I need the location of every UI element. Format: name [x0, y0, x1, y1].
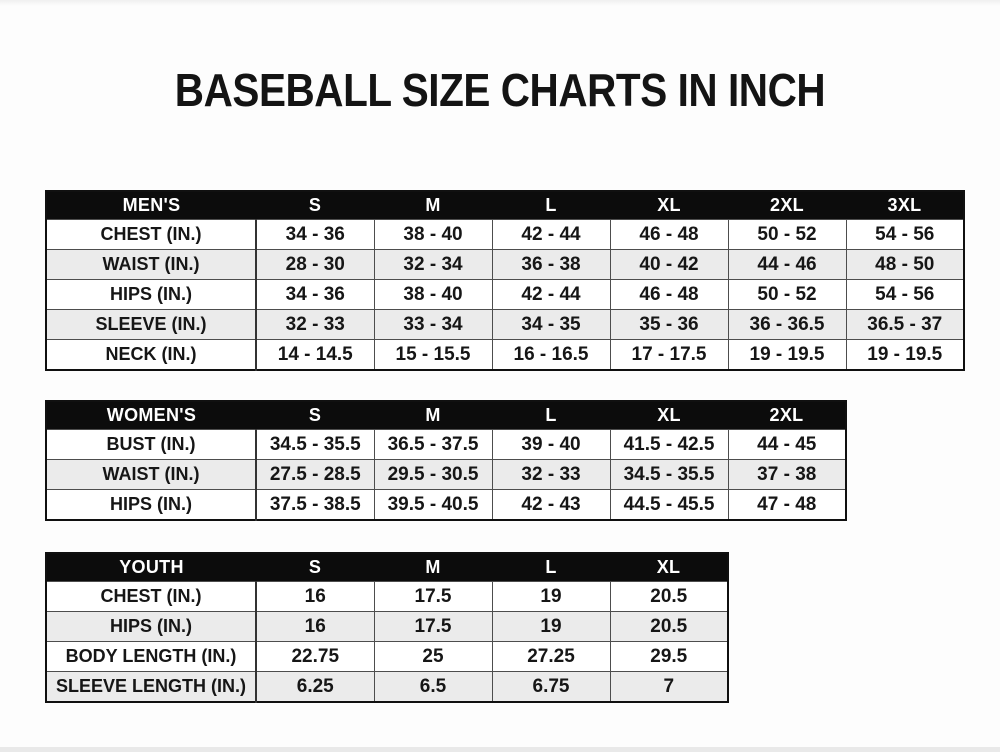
- size-value: 40 - 42: [610, 250, 728, 280]
- size-value: 27.25: [492, 642, 610, 672]
- size-column-header: 3XL: [846, 191, 964, 220]
- size-value: 32 - 33: [256, 310, 374, 340]
- measurement-label: HIPS (IN.): [46, 612, 256, 642]
- bottom-edge-shade: [0, 747, 1000, 752]
- youth-size-table: [45, 552, 729, 703]
- womens-header-row: [46, 401, 846, 430]
- size-value: 14 - 14.5: [256, 340, 374, 371]
- table-row: [46, 340, 964, 371]
- size-value: 36.5 - 37: [846, 310, 964, 340]
- measurement-label: WAIST (IN.): [46, 460, 256, 490]
- size-value: 15 - 15.5: [374, 340, 492, 371]
- size-value: 42 - 44: [492, 280, 610, 310]
- size-value: 38 - 40: [374, 280, 492, 310]
- size-value: 7: [610, 672, 728, 703]
- top-edge-shade: [0, 0, 1000, 6]
- size-value: 6.5: [374, 672, 492, 703]
- size-column-header: S: [256, 191, 374, 220]
- measurement-label: SLEEVE LENGTH (IN.): [46, 672, 256, 703]
- measurement-label: SLEEVE (IN.): [46, 310, 256, 340]
- womens-size-table: [45, 400, 847, 521]
- size-value: 36 - 36.5: [728, 310, 846, 340]
- size-value: 34.5 - 35.5: [610, 460, 728, 490]
- size-column-header: XL: [610, 401, 728, 430]
- measurement-label: NECK (IN.): [46, 340, 256, 371]
- table-row: [46, 642, 728, 672]
- size-value: 16: [256, 582, 374, 612]
- size-value: 42 - 44: [492, 220, 610, 250]
- size-value: 34.5 - 35.5: [256, 430, 374, 460]
- table-row: [46, 672, 728, 703]
- size-value: 34 - 36: [256, 220, 374, 250]
- size-value: 42 - 43: [492, 490, 610, 521]
- womens-size-table-container: [45, 400, 847, 521]
- size-value: 33 - 34: [374, 310, 492, 340]
- size-column-header: M: [374, 401, 492, 430]
- table-row: [46, 460, 846, 490]
- table-row: [46, 430, 846, 460]
- size-value: 44.5 - 45.5: [610, 490, 728, 521]
- size-column-header: L: [492, 401, 610, 430]
- table-row: [46, 490, 846, 521]
- size-value: 35 - 36: [610, 310, 728, 340]
- size-value: 44 - 46: [728, 250, 846, 280]
- size-value: 39.5 - 40.5: [374, 490, 492, 521]
- youth-header-row: [46, 553, 728, 582]
- table-row: [46, 280, 964, 310]
- size-value: 19 - 19.5: [728, 340, 846, 371]
- youth-group-header: YOUTH: [46, 553, 256, 582]
- size-value: 29.5 - 30.5: [374, 460, 492, 490]
- size-value: 16: [256, 612, 374, 642]
- youth-size-table-container: [45, 552, 729, 703]
- size-value: 50 - 52: [728, 220, 846, 250]
- size-value: 29.5: [610, 642, 728, 672]
- womens-group-header: WOMEN'S: [46, 401, 256, 430]
- size-value: 25: [374, 642, 492, 672]
- measurement-label: WAIST (IN.): [46, 250, 256, 280]
- size-value: 28 - 30: [256, 250, 374, 280]
- mens-size-table-container: [45, 190, 965, 371]
- size-value: 6.25: [256, 672, 374, 703]
- size-value: 36 - 38: [492, 250, 610, 280]
- size-value: 39 - 40: [492, 430, 610, 460]
- size-value: 17 - 17.5: [610, 340, 728, 371]
- measurement-label: HIPS (IN.): [46, 490, 256, 521]
- size-value: 54 - 56: [846, 220, 964, 250]
- size-value: 37.5 - 38.5: [256, 490, 374, 521]
- size-column-header: L: [492, 553, 610, 582]
- size-value: 34 - 36: [256, 280, 374, 310]
- size-value: 54 - 56: [846, 280, 964, 310]
- size-column-header: L: [492, 191, 610, 220]
- size-value: 27.5 - 28.5: [256, 460, 374, 490]
- mens-header-row: [46, 191, 964, 220]
- size-column-header: M: [374, 191, 492, 220]
- size-column-header: S: [256, 401, 374, 430]
- size-value: 32 - 33: [492, 460, 610, 490]
- measurement-label: BUST (IN.): [46, 430, 256, 460]
- size-value: 34 - 35: [492, 310, 610, 340]
- size-value: 19: [492, 612, 610, 642]
- size-value: 32 - 34: [374, 250, 492, 280]
- size-value: 17.5: [374, 612, 492, 642]
- table-row: [46, 612, 728, 642]
- size-column-header: S: [256, 553, 374, 582]
- table-row: [46, 250, 964, 280]
- size-column-header: 2XL: [728, 191, 846, 220]
- size-value: 36.5 - 37.5: [374, 430, 492, 460]
- size-value: 50 - 52: [728, 280, 846, 310]
- size-value: 44 - 45: [728, 430, 846, 460]
- size-column-header: XL: [610, 553, 728, 582]
- size-value: 41.5 - 42.5: [610, 430, 728, 460]
- table-row: [46, 582, 728, 612]
- size-value: 38 - 40: [374, 220, 492, 250]
- size-value: 37 - 38: [728, 460, 846, 490]
- size-value: 19 - 19.5: [846, 340, 964, 371]
- size-value: 46 - 48: [610, 280, 728, 310]
- size-value: 19: [492, 582, 610, 612]
- size-value: 20.5: [610, 612, 728, 642]
- size-value: 46 - 48: [610, 220, 728, 250]
- size-value: 20.5: [610, 582, 728, 612]
- mens-group-header: MEN'S: [46, 191, 256, 220]
- measurement-label: BODY LENGTH (IN.): [46, 642, 256, 672]
- measurement-label: HIPS (IN.): [46, 280, 256, 310]
- size-column-header: M: [374, 553, 492, 582]
- page-title: BASEBALL SIZE CHARTS IN INCH: [174, 64, 826, 116]
- size-value: 6.75: [492, 672, 610, 703]
- size-value: 22.75: [256, 642, 374, 672]
- size-value: 48 - 50: [846, 250, 964, 280]
- size-value: 16 - 16.5: [492, 340, 610, 371]
- size-column-header: XL: [610, 191, 728, 220]
- measurement-label: CHEST (IN.): [46, 220, 256, 250]
- table-row: [46, 310, 964, 340]
- table-row: [46, 220, 964, 250]
- mens-size-table: [45, 190, 965, 371]
- size-value: 47 - 48: [728, 490, 846, 521]
- size-column-header: 2XL: [728, 401, 846, 430]
- size-value: 17.5: [374, 582, 492, 612]
- measurement-label: CHEST (IN.): [46, 582, 256, 612]
